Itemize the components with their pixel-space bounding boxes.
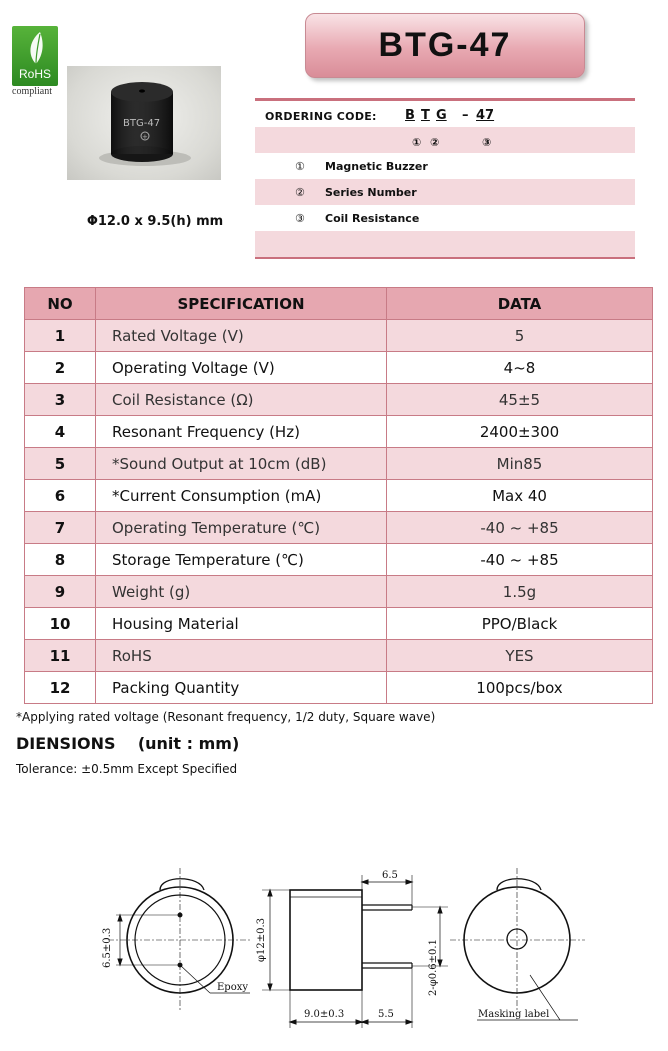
row-number: 4 bbox=[25, 416, 96, 448]
ordering-item-num: ② bbox=[295, 186, 305, 199]
row-data: -40 ~ +85 bbox=[387, 544, 653, 576]
table-row bbox=[25, 576, 653, 608]
dim-bottom-right: 5.5 bbox=[378, 1009, 394, 1020]
table-row bbox=[25, 384, 653, 416]
rohs-logo-subtext: compliant bbox=[12, 86, 52, 97]
ordering-item-num: ① bbox=[295, 160, 305, 173]
table-row bbox=[25, 320, 653, 352]
row-specification: Coil Resistance (Ω) bbox=[96, 384, 387, 416]
dim-pin-spacing: 2-φ0.6±0.1 bbox=[428, 939, 439, 996]
table-row bbox=[25, 448, 653, 480]
row-specification: Weight (g) bbox=[96, 576, 387, 608]
leaf-icon bbox=[26, 30, 46, 66]
row-data: 45±5 bbox=[387, 384, 653, 416]
code-letter: G bbox=[436, 108, 447, 123]
table-row bbox=[25, 640, 653, 672]
ordering-item-label: Series Number bbox=[325, 186, 417, 199]
table-row bbox=[25, 608, 653, 640]
code-marker: ③ bbox=[482, 136, 492, 149]
code-marker: ② bbox=[430, 136, 440, 149]
row-data: 5 bbox=[387, 320, 653, 352]
ordering-code-block bbox=[255, 98, 635, 259]
ordering-item bbox=[255, 153, 635, 179]
code-dash: – bbox=[462, 108, 469, 123]
code-marker: ① bbox=[412, 136, 422, 149]
dim-bottom-left: 9.0±0.3 bbox=[304, 1009, 345, 1020]
ordering-code-label: ORDERING CODE: bbox=[265, 110, 377, 123]
ordering-item-num: ③ bbox=[295, 212, 305, 225]
row-number: 8 bbox=[25, 544, 96, 576]
column-header-data: DATA bbox=[387, 288, 653, 320]
table-header-row bbox=[25, 288, 653, 320]
ordering-item-label: Coil Resistance bbox=[325, 212, 420, 225]
svg-text:+: + bbox=[142, 133, 148, 141]
row-number: 7 bbox=[25, 512, 96, 544]
svg-text:BTG-47: BTG-47 bbox=[123, 118, 161, 129]
product-photo bbox=[67, 66, 221, 180]
column-header-no: NO bbox=[25, 288, 96, 320]
row-data: 2400±300 bbox=[387, 416, 653, 448]
row-data: 4~8 bbox=[387, 352, 653, 384]
row-number: 10 bbox=[25, 608, 96, 640]
row-specification: *Sound Output at 10cm (dB) bbox=[96, 448, 387, 480]
row-data: 1.5g bbox=[387, 576, 653, 608]
code-letter: B bbox=[405, 108, 415, 123]
row-specification: Operating Temperature (℃) bbox=[96, 512, 387, 544]
column-header-specification: SPECIFICATION bbox=[96, 288, 387, 320]
row-data: Max 40 bbox=[387, 480, 653, 512]
rohs-logo-text: RoHS bbox=[18, 67, 51, 81]
row-specification: Housing Material bbox=[96, 608, 387, 640]
row-number: 3 bbox=[25, 384, 96, 416]
table-row bbox=[25, 480, 653, 512]
row-number: 12 bbox=[25, 672, 96, 704]
table-row bbox=[25, 352, 653, 384]
product-dimension-caption: Φ12.0 x 9.5(h) mm bbox=[86, 214, 224, 229]
dim-top-width: 6.5 bbox=[382, 870, 398, 881]
row-data: Min85 bbox=[387, 448, 653, 480]
footnote: *Applying rated voltage (Resonant frequency, 1/2 duty, Square wave) bbox=[16, 710, 436, 724]
ordering-item-label: Magnetic Buzzer bbox=[325, 160, 428, 173]
code-letter: T bbox=[421, 108, 430, 123]
row-specification: *Current Consumption (mA) bbox=[96, 480, 387, 512]
row-number: 5 bbox=[25, 448, 96, 480]
product-title: BTG-47 bbox=[305, 13, 585, 78]
ordering-item bbox=[255, 179, 635, 205]
row-data: YES bbox=[387, 640, 653, 672]
row-specification: Resonant Frequency (Hz) bbox=[96, 416, 387, 448]
table-row bbox=[25, 416, 653, 448]
table-row bbox=[25, 672, 653, 704]
dimensions-title: DIENSIONS (unit : mm) bbox=[16, 734, 240, 753]
row-number: 11 bbox=[25, 640, 96, 672]
row-specification: RoHS bbox=[96, 640, 387, 672]
row-specification: Storage Temperature (℃) bbox=[96, 544, 387, 576]
table-row bbox=[25, 512, 653, 544]
row-number: 2 bbox=[25, 352, 96, 384]
table-row bbox=[25, 544, 653, 576]
row-number: 1 bbox=[25, 320, 96, 352]
row-number: 9 bbox=[25, 576, 96, 608]
dim-left-vertical: 6.5±0.3 bbox=[102, 927, 113, 968]
tolerance-note: Tolerance: ±0.5mm Except Specified bbox=[16, 762, 238, 776]
row-data: -40 ~ +85 bbox=[387, 512, 653, 544]
code-number: 47 bbox=[476, 108, 495, 123]
dim-center-vertical: φ12±0.3 bbox=[256, 917, 267, 962]
dim-epoxy-label: Epoxy bbox=[217, 982, 249, 993]
row-specification: Operating Voltage (V) bbox=[96, 352, 387, 384]
row-number: 6 bbox=[25, 480, 96, 512]
ordering-item bbox=[255, 205, 635, 231]
row-data: 100pcs/box bbox=[387, 672, 653, 704]
row-specification: Rated Voltage (V) bbox=[96, 320, 387, 352]
row-data: PPO/Black bbox=[387, 608, 653, 640]
dim-masking-label: Masking label bbox=[478, 1009, 550, 1020]
dimension-drawing bbox=[0, 850, 668, 1040]
specification-table bbox=[24, 287, 653, 704]
row-specification: Packing Quantity bbox=[96, 672, 387, 704]
